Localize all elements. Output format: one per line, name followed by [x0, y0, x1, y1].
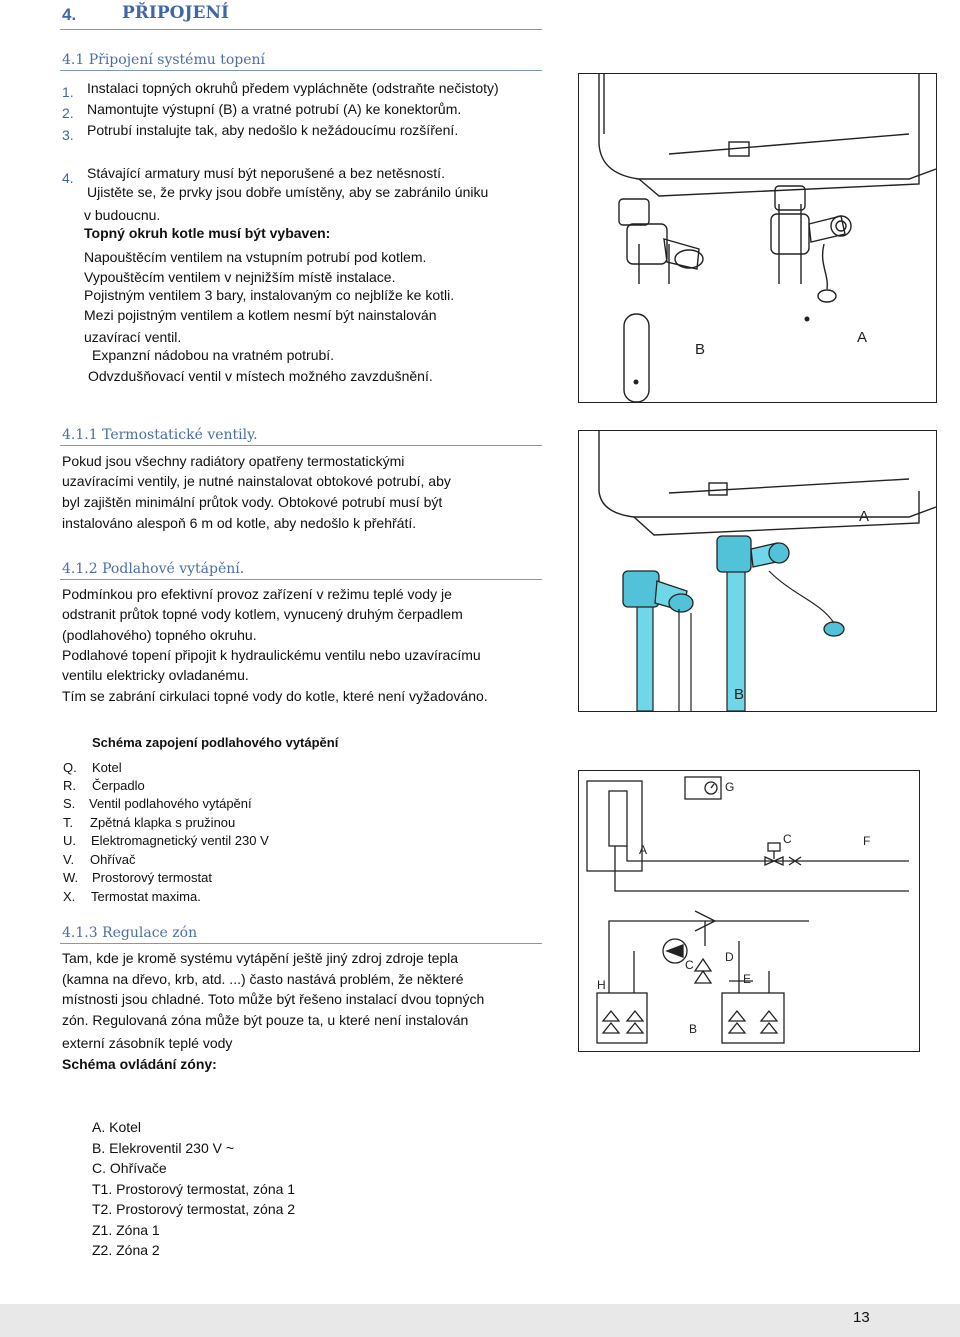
section-412-line-4: Podlahové topení připojit k hydraulickému ventilu nebo uzavíracímu [62, 647, 481, 663]
equipment-4: Mezi pojistným ventilem a kotlem nesmí být nainstalován [84, 307, 437, 323]
figure3-label-c2: C [685, 958, 694, 972]
list-num-1: 1. [62, 84, 74, 100]
figure3-label-g: G [725, 780, 735, 794]
figure3-label-c: C [783, 832, 792, 846]
figure3-label-b: B [689, 1022, 698, 1036]
section-412-line-1: Podmínkou pro efektivní provoz zařízení v režimu teplé vody je [62, 586, 452, 602]
section-411-line-3: byl zajištěn minimální průtok vody. Obtokové potrubí musí být [62, 494, 443, 510]
list-text-2: Namontujte výstupní (B) a vratné potrubí (A) ke konektorům. [87, 101, 462, 117]
section-413-title: 4.1.3 Regulace zón [62, 925, 198, 941]
legend-text-w: Prostorový termostat [92, 870, 212, 885]
figure-boiler-connections [578, 73, 937, 403]
legend-text-v: Ohřívač [90, 852, 136, 867]
zone-legend-6: Z1. Zóna 1 [92, 1222, 160, 1238]
figure-boiler-pipes-colored [578, 430, 937, 712]
section-411-line-4: instalováno alespoň 6 m od kotle, aby nedošlo k přehřátí. [62, 515, 417, 531]
figure2-label-a: A [859, 508, 870, 525]
zone-legend-2: B. Elekroventil 230 V ~ [92, 1140, 235, 1156]
thermostat-g-box [685, 777, 721, 799]
page-number: 13 [853, 1309, 870, 1326]
legend-key-q: Q. [63, 760, 77, 775]
equipment-3: Pojistným ventilem 3 bary, instalovaným co nejblíže ke kotli. [84, 287, 455, 303]
section-412-title: 4.1.2 Podlahové vytápění. [62, 561, 245, 577]
legend-text-u: Elektromagnetický ventil 230 V [91, 833, 269, 848]
figure3-label-a: A [639, 843, 648, 857]
list-text-4: Stávající armatury musí být neporušené a bez netěsností. [87, 165, 445, 181]
figure3-label-d: D [725, 950, 734, 964]
section-413-line-5: externí zásobník teplé vody [62, 1035, 233, 1051]
zone-legend-7: Z2. Zóna 2 [92, 1242, 160, 1258]
legend-text-x: Termostat maxima. [91, 889, 201, 904]
legend-key-u: U. [63, 833, 76, 848]
figure2-label-b: B [734, 686, 745, 703]
equipment-7: Odvzdušňovací ventil v místech možného zavzdušnění. [88, 368, 433, 384]
equipment-2: Vypouštěcím ventilem v nejnižším místě instalace. [84, 269, 396, 285]
zone-legend-1: A. Kotel [92, 1119, 142, 1135]
figure3-label-f: F [863, 834, 871, 848]
zone-legend-4: T1. Prostorový termostat, zóna 1 [92, 1181, 296, 1197]
figure1-label-a: A [857, 329, 868, 346]
figure-floor-heating-schema [578, 770, 920, 1052]
section-411-line-1: Pokud jsou všechny radiátory opatřeny termostatickými [62, 453, 405, 469]
boiler-connections-drawing [579, 74, 936, 402]
schema-podlaha-title: Schéma zapojení podlahového vytápění [92, 735, 339, 750]
section-41-title: 4.1 Připojení systému topení [62, 52, 265, 68]
legend-text-q: Kotel [92, 760, 122, 775]
text-ujistete: Ujistěte se, že prvky jsou dobře umístěny, aby se zabránilo úniku [87, 184, 489, 200]
floor-heating-schema-drawing [579, 771, 919, 1051]
chapter-title: PŘIPOJENÍ [122, 3, 229, 23]
section-411-line-2: uzavíracími ventily, je nutné nainstalovat obtokové potrubí, aby [62, 473, 451, 489]
section-411-rule [60, 445, 542, 446]
figure1-label-b: B [695, 341, 706, 358]
text-budoucnu: v budoucnu. [84, 207, 161, 223]
legend-key-s: S. [63, 796, 76, 811]
section-412-line-2: odstranit průtok topné vody kotlem, vynucený druhým čerpadlem [62, 606, 463, 622]
legend-key-v: V. [63, 852, 75, 867]
list-num-2: 2. [62, 105, 74, 121]
list-text-3: Potrubí instalujte tak, aby nedošlo k nežádoucímu rozšíření. [87, 122, 459, 138]
pipe-a-dot [805, 317, 810, 322]
section-413-rule [60, 943, 542, 944]
schema-zony-heading: Schéma ovládání zóny: [62, 1056, 217, 1072]
figure3-label-e: E [743, 972, 752, 986]
equipment-6: Expanzní nádobou na vratném potrubí. [92, 347, 335, 363]
boiler-pipes-colored-drawing [579, 431, 936, 711]
zone-legend-5: T2. Prostorový termostat, zóna 2 [92, 1201, 296, 1217]
section-413-line-3: místnosti jsou chladné. Toto může být řešeno instalací dvou topných [62, 991, 485, 1007]
list-num-4: 4. [62, 170, 74, 186]
legend-key-t: T. [63, 815, 74, 830]
section-413-line-2: (kamna na dřevo, krb, atd. ...) často nastává problém, že některé [62, 971, 464, 987]
legend-key-x: X. [63, 889, 76, 904]
topny-heading: Topný okruh kotle musí být vybaven: [84, 225, 331, 241]
legend-text-r: Čerpadlo [92, 778, 145, 793]
section-413-line-4: zón. Regulovaná zóna může být pouze ta, u které není instalován [62, 1012, 469, 1028]
section-412-line-6: Tím se zabrání cirkulaci topné vody do kotle, které není vyžadováno. [62, 688, 488, 704]
pipe-b-dot [634, 380, 639, 385]
list-text-1: Instalaci topných okruhů předem vypláchněte (odstraňte nečistoty) [87, 80, 499, 96]
section-412-line-5: ventilu elektricky ovladanému. [62, 667, 249, 683]
section-411-title: 4.1.1 Termostatické ventily. [62, 427, 258, 443]
equipment-1: Napouštěcím ventilem na vstupním potrubí pod kotlem. [84, 249, 427, 265]
list-num-3: 3. [62, 127, 74, 143]
section-412-rule [60, 579, 542, 580]
section-41-rule [60, 70, 542, 71]
legend-key-w: W. [63, 870, 79, 885]
legend-text-t: Zpětná klapka s pružinou [90, 815, 236, 830]
equipment-5: uzavírací ventil. [84, 329, 182, 345]
legend-key-r: R. [63, 778, 76, 793]
section-412-line-3: (podlahového) topného okruhu. [62, 627, 257, 643]
legend-text-s: Ventil podlahového vytápění [89, 796, 252, 811]
section-413-line-1: Tam, kde je kromě systému vytápění ještě jiný zdroj zdroje tepla [62, 950, 459, 966]
figure3-label-h: H [597, 978, 606, 992]
footer-bar [0, 1304, 960, 1337]
zone-legend-3: C. Ohřívače [92, 1160, 167, 1176]
chapter-number: 4. [62, 5, 77, 24]
header-rule [60, 29, 542, 30]
